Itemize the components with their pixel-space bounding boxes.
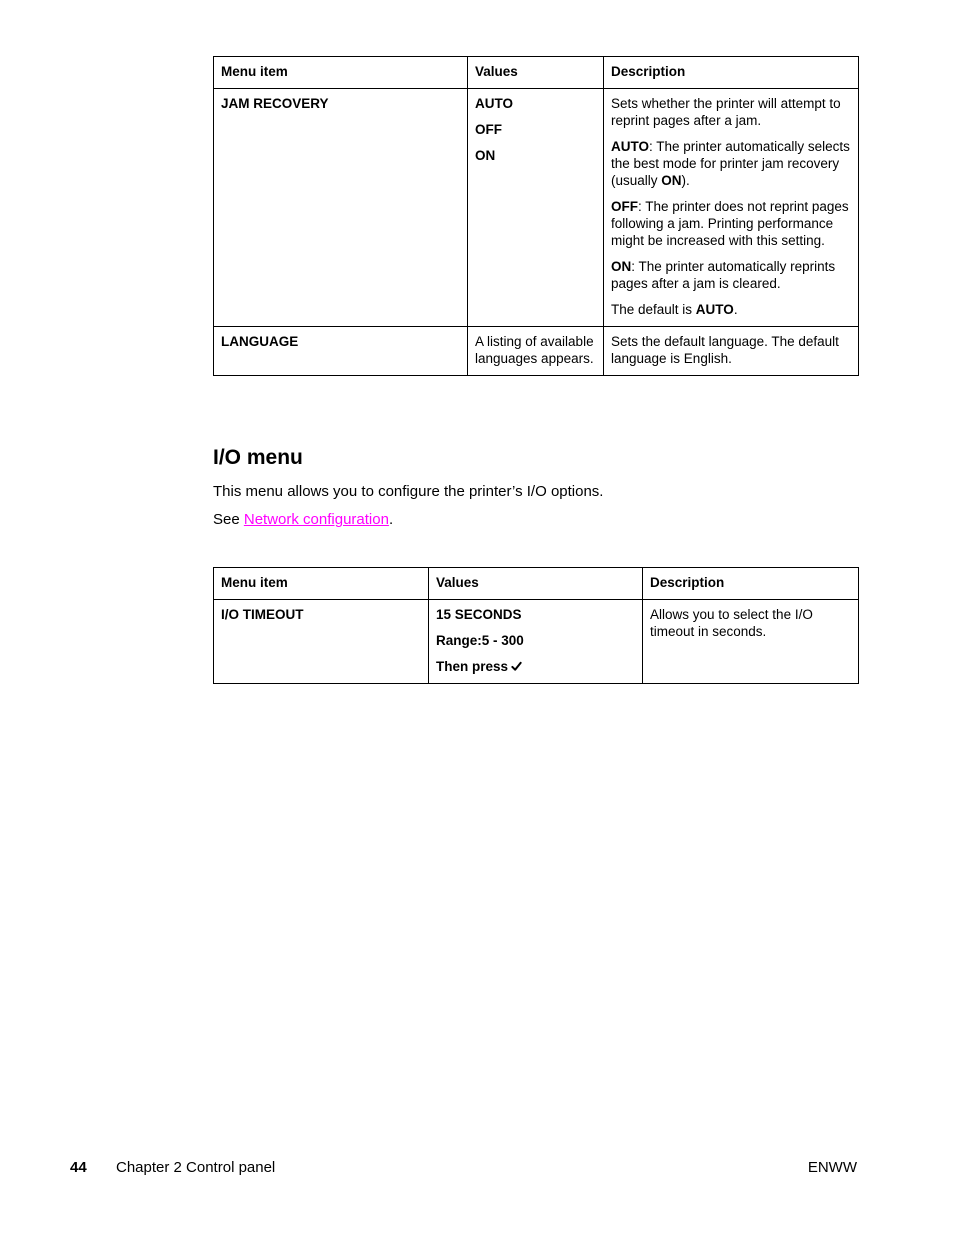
- menu-item-name: I/O TIMEOUT: [221, 607, 304, 622]
- values-cell: [468, 327, 604, 376]
- table-row-language: [214, 327, 859, 376]
- value-auto: AUTO: [475, 96, 514, 111]
- term-on-inline: ON: [661, 173, 682, 188]
- menu-item-name: JAM RECOVERY: [221, 96, 329, 111]
- io-menu-table: [213, 567, 859, 684]
- description-auto: [611, 138, 852, 189]
- values-cell: [468, 89, 604, 327]
- jam-language-menu-table: [213, 56, 859, 376]
- values-text: A listing of available languages appears.: [475, 334, 594, 366]
- description-off: [611, 198, 852, 249]
- chapter-title: Chapter 2 Control panel: [116, 1159, 276, 1176]
- auto-text-c: ).: [681, 173, 690, 188]
- on-text: : The printer automatically reprints pages after a jam is cleared.: [611, 259, 836, 291]
- page-number: 44: [70, 1159, 87, 1176]
- header-description: Description: [604, 57, 859, 89]
- term-auto: AUTO: [611, 139, 650, 154]
- description-cell: [604, 89, 859, 327]
- value-range: Range:5 - 300: [436, 633, 524, 648]
- menu-item-cell: [214, 327, 468, 376]
- table-row-io-timeout: [214, 600, 859, 684]
- description-text: Allows you to select the I/O timeout in seconds.: [650, 607, 813, 639]
- value-default: 15 SECONDS: [436, 607, 522, 622]
- table-header-row: [214, 568, 859, 600]
- network-configuration-link[interactable]: Network configuration: [243, 511, 389, 528]
- section-heading: I/O menu: [213, 446, 303, 469]
- values-cell: [429, 600, 643, 684]
- see-suffix: .: [388, 511, 394, 528]
- value-off: OFF: [475, 122, 502, 137]
- description-text: Sets the default language. The default language is English.: [611, 334, 839, 366]
- checkmark-icon: [511, 661, 522, 672]
- term-on: ON: [611, 259, 632, 274]
- header-values: Values: [429, 568, 643, 600]
- value-on: ON: [475, 148, 496, 163]
- default-value: AUTO: [695, 302, 734, 317]
- then-press-label: Then press: [436, 659, 509, 674]
- menu-item-cell: [214, 600, 429, 684]
- section-intro: This menu allows you to configure the printer’s I/O options.: [213, 483, 604, 500]
- see-prefix: See: [213, 511, 244, 528]
- header-description: Description: [643, 568, 859, 600]
- see-reference: [213, 511, 393, 529]
- description-intro: Sets whether the printer will attempt to reprint pages after a jam.: [611, 96, 841, 128]
- description-default: [611, 301, 852, 318]
- value-then-press: [436, 658, 636, 675]
- term-off: OFF: [611, 199, 638, 214]
- table-row-jam-recovery: [214, 89, 859, 327]
- description-cell: [604, 327, 859, 376]
- header-values: Values: [468, 57, 604, 89]
- description-cell: [643, 600, 859, 684]
- auto-text-a: : The printer automatically selects the best mode for printer jam recovery (usually: [611, 139, 850, 188]
- default-text: The default is: [611, 302, 696, 317]
- menu-item-name: LANGUAGE: [221, 334, 299, 349]
- table-header-row: [214, 57, 859, 89]
- default-end: .: [733, 302, 738, 317]
- footer-right-label: ENWW: [807, 1159, 857, 1176]
- off-text: : The printer does not reprint pages following a jam. Printing performance might be increased with this setting.: [611, 199, 849, 248]
- description-on: [611, 258, 852, 292]
- menu-item-cell: [214, 89, 468, 327]
- header-menu-item: Menu item: [214, 57, 468, 89]
- header-menu-item: Menu item: [214, 568, 429, 600]
